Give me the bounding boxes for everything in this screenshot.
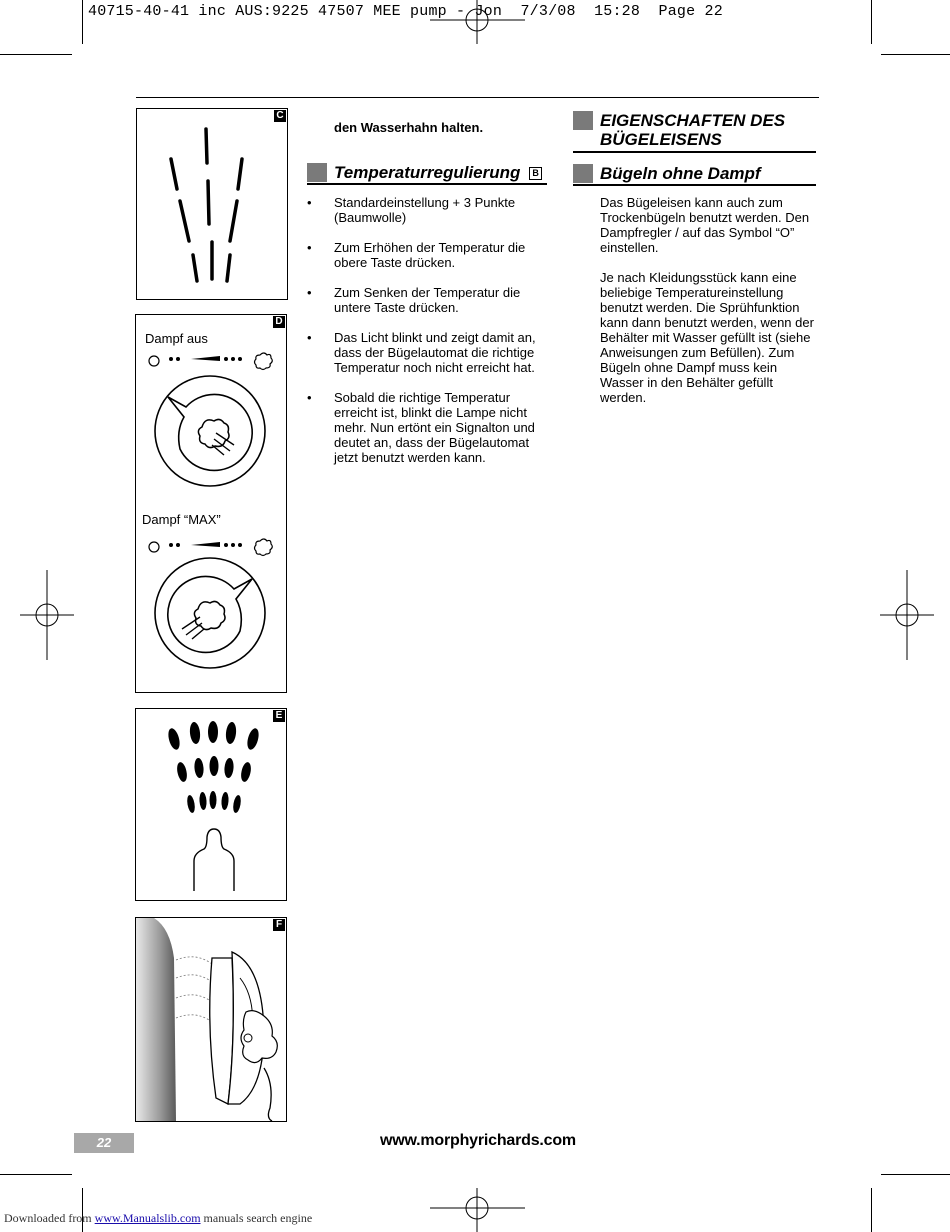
list-item: • Zum Erhöhen der Temperatur die obere Taste drücken. xyxy=(307,240,552,270)
print-header: 40715-40-41 inc AUS:9225 47507 MEE pump - Jon 7/3/08 15:28 Page 22 xyxy=(88,3,723,20)
figure-e xyxy=(135,708,287,901)
temperature-heading xyxy=(307,163,547,185)
registration-mark-icon xyxy=(430,0,525,44)
registration-mark-icon xyxy=(430,1188,525,1232)
steam-jets-icon xyxy=(137,109,287,299)
steam-max-label: Dampf “MAX” xyxy=(142,512,221,527)
iron-features-heading-line1: EIGENSCHAFTEN DES xyxy=(600,111,786,130)
registration-mark-icon xyxy=(880,570,934,660)
page-number-badge: 22 xyxy=(74,1133,134,1153)
crop-mark xyxy=(871,1188,872,1232)
crop-mark xyxy=(0,54,72,55)
temperature-bullet-list xyxy=(307,195,552,480)
crop-mark xyxy=(871,0,872,44)
spray-nozzle-icon xyxy=(136,709,286,900)
crop-mark xyxy=(0,1174,72,1175)
section-marker xyxy=(573,164,593,183)
manualslib-link[interactable]: www.Manualslib.com xyxy=(94,1211,201,1225)
paragraph: Je nach Kleidungsstück kann eine beliebige Temperatureinstellung benutzt werden. Die Sprühfunktion kann dann benutzt werden, wenn der Behälter mit Wasser gefüllt ist (siehe Anweisungen zum Befüllen). Zum Bügeln ohne Dampf muss kein Wasser in den Behälter gefüllt werden. xyxy=(600,270,814,405)
top-rule xyxy=(136,97,819,98)
crop-mark xyxy=(881,54,950,55)
vertical-steam-iron-icon xyxy=(136,918,286,1121)
iron-features-heading-line2: BÜGELEISENS xyxy=(600,130,722,149)
registration-mark-icon xyxy=(20,570,74,660)
steam-dial-max-icon xyxy=(136,537,286,687)
download-credit: Downloaded from www.Manualslib.com manuals search engine xyxy=(4,1211,313,1225)
section-marker xyxy=(573,111,593,130)
ironing-without-steam-heading xyxy=(573,164,816,186)
list-item: • Zum Senken der Temperatur die untere Taste drücken. xyxy=(307,285,552,315)
list-item: • Sobald die richtige Temperatur erreicht ist, blinkt die Lampe nicht mehr. Nun ertönt ein Signalton und deutet an, dass der Bügelautomat jetzt benutzt werden kann. xyxy=(307,390,552,465)
figure-letter: E xyxy=(273,710,285,722)
figure-letter: D xyxy=(273,316,285,328)
list-item: • Das Licht blinkt und zeigt damit an, dass der Bügelautomat die richtige Temperatur noch nicht erreicht hat. xyxy=(307,330,552,375)
temperature-heading-text: Temperaturregulierung xyxy=(334,163,521,182)
paragraph: Das Bügeleisen kann auch zum Trockenbügeln benutzt werden. Den Dampfregler / auf das Symbol “O” einstellen. xyxy=(600,195,810,255)
figure-f xyxy=(135,917,287,1122)
website-url: www.morphyrichards.com xyxy=(380,1132,576,1149)
figure-d xyxy=(135,314,287,693)
steam-off-label: Dampf aus xyxy=(145,331,208,346)
list-item: • Standardeinstellung + 3 Punkte (Baumwolle) xyxy=(307,195,552,225)
figure-letter: C xyxy=(274,110,286,122)
figure-c xyxy=(136,108,288,300)
continuation-text: den Wasserhahn halten. xyxy=(334,120,484,135)
figure-letter: F xyxy=(273,919,285,931)
section-marker xyxy=(307,163,327,182)
iron-features-heading xyxy=(573,111,816,153)
right-body-text xyxy=(600,195,818,420)
crop-mark xyxy=(82,0,83,44)
ironing-without-steam-heading-text: Bügeln ohne Dampf xyxy=(600,164,761,183)
crop-mark xyxy=(881,1174,950,1175)
figure-reference-badge: B xyxy=(529,167,542,180)
steam-dial-off-icon xyxy=(136,349,286,499)
